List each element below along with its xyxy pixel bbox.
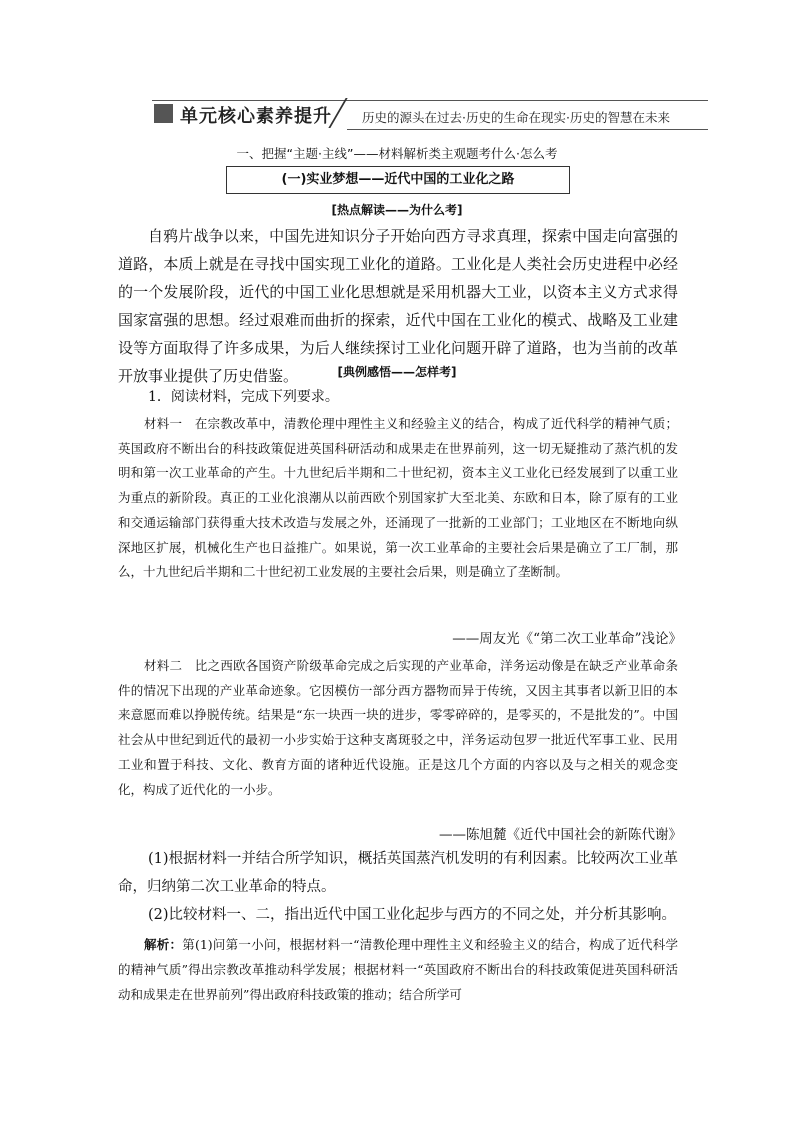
unit-header <box>152 100 708 130</box>
analysis-text: 第(1)问第一小问，根据材料一“清教伦理中理性主义和经验主义的结合，构成了近代科学的精神气质”得出宗教改革推动科学发展；根据材料一“英国政府不断出台的科技政策促进英国科研活动和成果走在世界前列”得出政府科技政策的推动；结合所学可 <box>118 937 678 1002</box>
material-one: 材料一 在宗教改革中，清教伦理中理性主义和经验主义的结合，构成了近代科学的精神气质；英国政府不断出台的科技政策促进英国科研活动和成果走在世界前列，这一切无疑推动了蒸汽机的发明和第一次工业革命的产生。十九世纪后半期和二十世纪初，资本主义工业化已经发展到了以重工业为重点的新阶段。真正的工业化浪潮从以前西欧个别国家扩大至北美、东欧和日本，除了原有的工业和交通运输部门获得重大技术改造与发展之外，还涌现了一批新的工业部门；工业地区在不断地向纵深地区扩展，机械化生产也日益推广。如果说，第一次工业革命的主要社会后果是确立了工厂制，那么，十九世纪后半期和二十世纪初工业发展的主要社会后果，则是确立了垄断制。 <box>118 416 678 580</box>
section-heading: 一、把握“主题·主线”——材料解析类主观题考什么·怎么考 <box>236 146 558 161</box>
requirement-two: (2)比较材料一、二，指出近代中国工业化起步与西方的不同之处，并分析其影响。 <box>148 907 677 923</box>
topic-title-box: (一)实业梦想——近代中国的工业化之路 <box>226 166 570 194</box>
unit-title: 单元核心素养提升 <box>180 106 332 127</box>
header-top-rule <box>152 100 708 101</box>
header-square-icon <box>154 104 173 123</box>
material-two-source: ——陈旭麓《近代中国社会的新陈代谢》 <box>439 827 682 843</box>
analysis-paragraph <box>118 932 678 1007</box>
intro-paragraph: 自鸦片战争以来，中国先进知识分子开始向西方寻求真理，探索中国走向富强的道路，本质上就是在寻找中国实现工业化的道路。工业化是人类社会历史进程中必经的一个发展阶段，近代的中国工业化思想就是采用机器大工业，以资本主义方式求得国家富强的思想。经过艰难而曲折的探索，近代中国在工业化的模式、战略及工业建设等方面取得了许多成果，为后人继续探讨工业化问题开辟了道路，也为当前的改革开放事业提供了历史借鉴。 <box>118 227 678 385</box>
header-bottom-rule <box>347 129 708 130</box>
unit-subtitle: 历史的源头在过去·历史的生命在现实·历史的智慧在未来 <box>362 110 670 125</box>
question-stem: 1．阅读材料，完成下列要求。 <box>148 389 339 405</box>
analysis-label: 解析： <box>144 937 183 952</box>
material-two: 材料二 比之西欧各国资产阶级革命完成之后实现的产业革命，洋务运动像是在缺乏产业革命条件的情况下出现的产业革命迹象。它因模仿一部分西方器物而异于传统，又因主其事者以新卫旧的本来意愿而难以挣脱传统。结果是“东一块西一块的进步，零零碎碎的，是零买的，不是批发的”。中国社会从中世纪到近代的最初一小步实始于这种支离斑驳之中，洋务运动包罗一批近代军事工业、民用工业和置于科技、文化、教育方面的诸种近代设施。正是这几个方面的内容以及与之相关的观念变化，构成了近代化的一小步。 <box>118 658 678 797</box>
example-tag: [典例感悟——怎样考] <box>337 365 457 379</box>
material-one-source: ——周友光《“第二次工业革命”浅论》 <box>452 631 682 647</box>
requirement-one: (1)根据材料一并结合所学知识，概括英国蒸汽机发明的有利因素。比较两次工业革命，归纳第二次工业革命的特点。 <box>118 851 678 895</box>
hot-topic-tag: [热点解读——为什么考] <box>331 203 463 217</box>
